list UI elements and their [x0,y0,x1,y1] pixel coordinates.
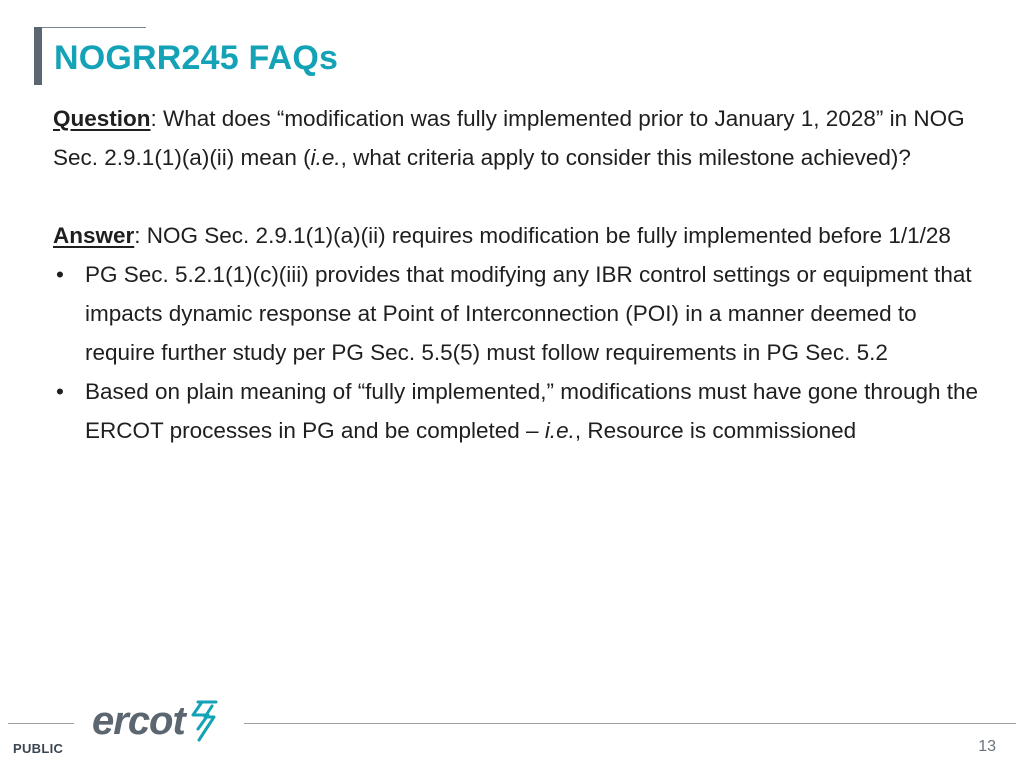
title-top-rule [34,27,146,28]
bullet-icon: • [56,379,64,404]
footer-rule-right [244,723,1016,724]
lightning-bolt-icon [189,699,219,743]
question-paragraph [53,99,983,177]
ercot-logo [92,698,219,744]
classification-label: PUBLIC [13,741,64,756]
logo-wordmark: ercot [92,699,185,743]
answer-bullet-list [53,255,983,450]
paragraph-spacer [53,177,983,216]
bullet-italic-ie: i.e. [544,418,575,443]
bullet-text-part-2: , Resource is commissioned [574,418,857,443]
slide-title: NOGRR245 FAQs [54,39,339,77]
bullet-text: PG Sec. 5.2.1(1)(c)(iii) provides that modifying any IBR control settings or equipment that impacts dynamic response at Point of Interconnection (POI) in a manner deemed to require further study per PG Sec. 5.5(5) must follow requirements in PG Sec. 5.2 [85,262,972,365]
title-accent-bar [34,27,42,85]
bullet-icon: • [56,262,64,287]
answer-text: : NOG Sec. 2.9.1(1)(a)(ii) requires modification be fully implemented before 1/1/28 [134,223,951,248]
page-number: 13 [978,738,996,755]
bullet-item [53,372,983,450]
question-italic-ie: i.e. [310,145,341,170]
bullet-item [53,255,983,372]
footer-rule-left [8,723,74,724]
answer-label: Answer [53,223,135,248]
answer-paragraph [53,216,983,255]
slide-content [53,99,983,450]
question-label: Question [53,106,151,131]
bullet-text-part-1: Based on plain meaning of “fully implemented,” modifications must have gone through the ERCOT processes in PG and be completed – [85,379,979,443]
question-text-part-1: : What does “modification was fully implemented prior to January 1, 2028” in NOG Sec. 2.9.1(1)(a)(ii) mean ( [53,106,965,170]
question-text-part-2: , what criteria apply to consider this milestone achieved)? [340,145,911,170]
